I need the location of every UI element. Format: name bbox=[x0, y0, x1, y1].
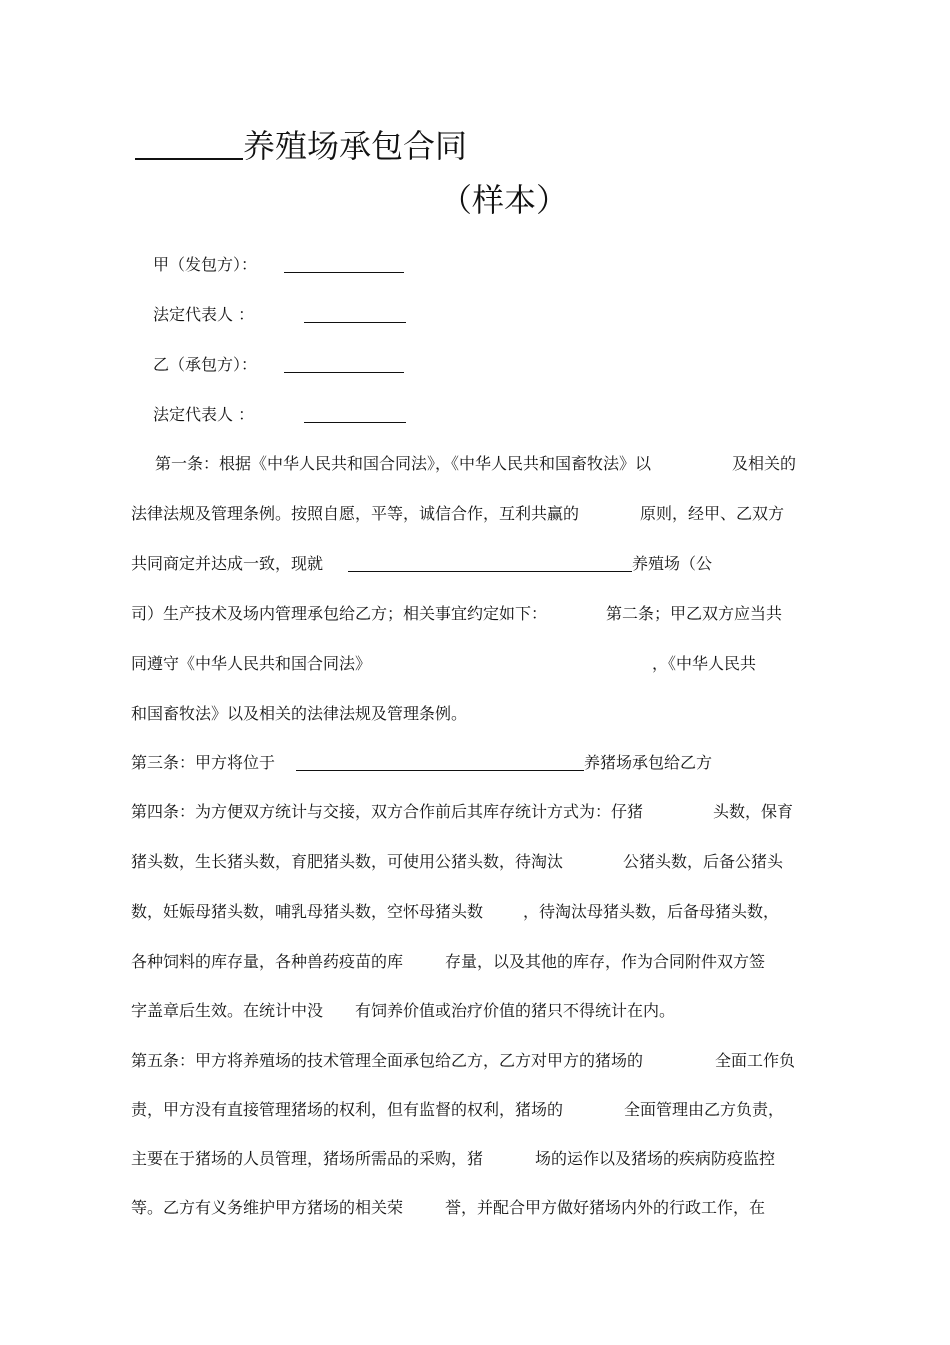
clause-1-line-3a: 共同商定并达成一致，现就 bbox=[131, 554, 324, 573]
rep-b-blank bbox=[304, 422, 406, 423]
clause-2-line-2b: ，《中华人民共 bbox=[652, 654, 757, 673]
party-a-label: 甲（发包方）： bbox=[153, 255, 258, 274]
clause-5-line-1a: 第五条：甲方将养殖场的技术管理全面承包给乙方，乙方对甲方的猪场的 bbox=[131, 1051, 644, 1070]
clause-5-line-4b: 誉，并配合甲方做好猪场内外的行政工作，在 bbox=[445, 1198, 766, 1217]
farm-name-blank bbox=[348, 571, 632, 572]
clause-2-line-1: 第二条；甲乙双方应当共 bbox=[606, 604, 783, 623]
title-name-blank bbox=[135, 126, 243, 160]
contract-subtitle: （样本） bbox=[440, 181, 569, 219]
party-b-blank bbox=[284, 372, 404, 373]
title-text: 养殖场承包合同 bbox=[243, 127, 468, 165]
clause-4-line-4b: 存量，以及其他的库存，作为合同附件双方签 bbox=[445, 952, 766, 971]
rep-a-blank bbox=[304, 322, 406, 323]
clause-1-line-2b: 原则，经甲、乙双方 bbox=[640, 504, 785, 523]
contract-title bbox=[135, 126, 467, 166]
clause-1-line-3b: 养殖场（公 bbox=[632, 554, 713, 573]
clause-1-line-1b: 及相关的 bbox=[732, 454, 797, 473]
clause-4-line-2b: 公猪头数，后备公猪头 bbox=[623, 852, 784, 871]
rep-b-label: 法定代表人 ： bbox=[153, 405, 255, 424]
clause-5-line-3b: 场的运作以及猪场的疾病防疫监控 bbox=[535, 1149, 776, 1168]
clause-4-line-5a: 字盖章后生效。在统计中没 bbox=[131, 1001, 324, 1020]
clause-4-line-1a: 第四条：为方便双方统计与交接，双方合作前后其库存统计方式为：仔猪 bbox=[131, 802, 644, 821]
clause-4-line-3b: ，待淘汰母猪头数，后备母猪头数， bbox=[523, 902, 780, 921]
clause-5-line-1b: 全面工作负 bbox=[715, 1051, 796, 1070]
clause-4-line-3a: 数，妊娠母猪头数，哺乳母猪头数，空怀母猪头数 bbox=[131, 902, 484, 921]
clause-1-line-2a: 法律法规及管理条例。按照自愿，平等，诚信合作，互利共赢的 bbox=[131, 504, 580, 523]
party-a-blank bbox=[284, 272, 404, 273]
clause-5-line-2b: 全面管理由乙方负责， bbox=[624, 1100, 785, 1119]
clause-4-line-2a: 猪头数，生长猪头数，育肥猪头数，可使用公猪头数，待淘汰 bbox=[131, 852, 564, 871]
clause-1-line-4a: 司）生产技术及场内管理承包给乙方；相关事宜约定如下： bbox=[131, 604, 548, 623]
clause-3-line-1a: 第三条：甲方将位于 bbox=[131, 753, 276, 772]
clause-5-line-4a: 等。乙方有义务维护甲方猪场的相关荣 bbox=[131, 1198, 404, 1217]
clause-4-line-1b: 头数，保育 bbox=[713, 802, 794, 821]
clause-5-line-3a: 主要在于猪场的人员管理，猪场所需品的采购，猪 bbox=[131, 1149, 484, 1168]
party-b-label: 乙（承包方）： bbox=[153, 355, 258, 374]
clause-4-line-5b: 有饲养价值或治疗价值的猪只不得统计在内。 bbox=[355, 1001, 676, 1020]
location-blank bbox=[296, 770, 584, 771]
clause-2-line-2a: 同遵守《中华人民共和国合同法》 bbox=[131, 654, 372, 673]
clause-1-line-1a: 第一条：根据《中华人民共和国合同法》，《中华人民共和国畜牧法》以 bbox=[155, 454, 652, 473]
rep-a-label: 法定代表人 ： bbox=[153, 305, 255, 324]
clause-5-line-2a: 责，甲方没有直接管理猪场的权利，但有监督的权利，猪场的 bbox=[131, 1100, 564, 1119]
clause-3-line-1b: 养猪场承包给乙方 bbox=[584, 753, 713, 772]
clause-4-line-4a: 各种饲料的库存量，各种兽药疫苗的库 bbox=[131, 952, 404, 971]
clause-2-line-3: 和国畜牧法》以及相关的法律法规及管理条例。 bbox=[131, 704, 468, 723]
